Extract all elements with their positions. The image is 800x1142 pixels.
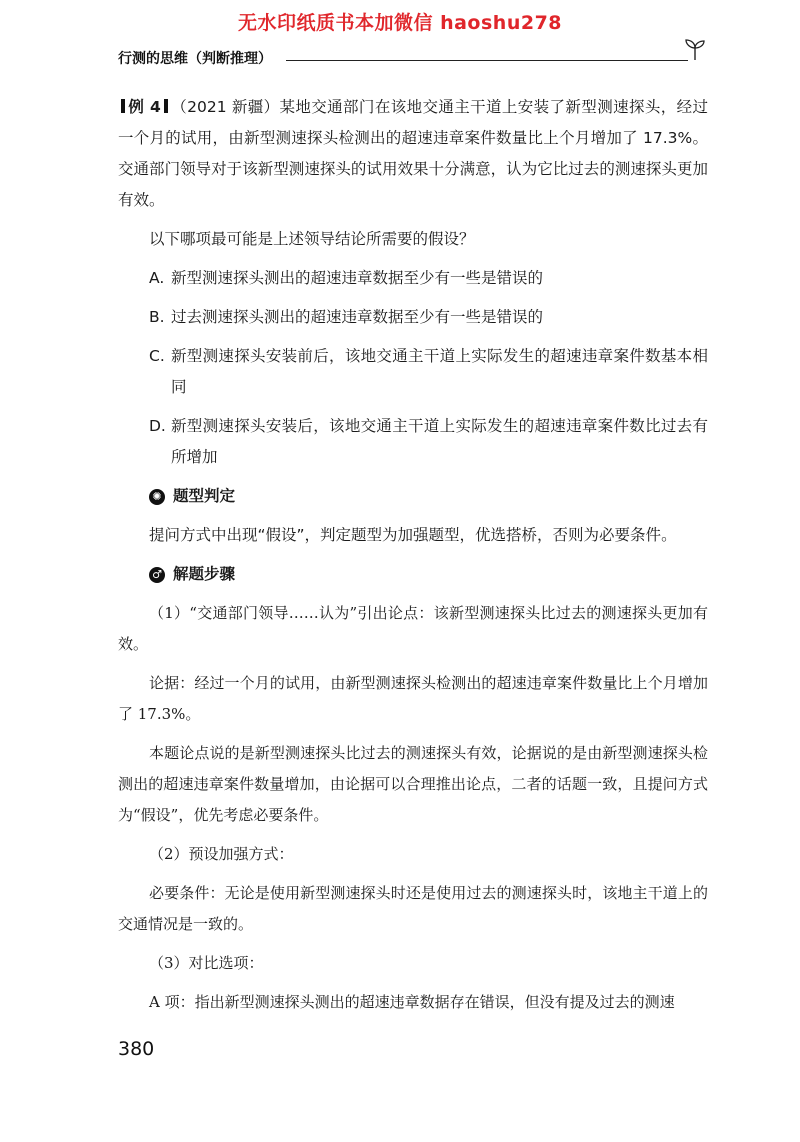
section-steps: [118, 559, 708, 590]
steps-icon: ♂: [149, 567, 165, 583]
step-paragraph: （1）“交通部门领导……认为”引出论点：该新型测速探头比过去的测速探头更加有效。: [118, 604, 708, 653]
step-paragraph: 本题论点说的是新型测速探头比过去的测速探头有效，论据说的是由新型测速探头检测出的超速违章案件数量增加，由论据可以合理推出论点，二者的话题一致，且提问方式为“假设”，优先考虑必要条件。: [118, 744, 708, 824]
option-a: [118, 263, 708, 294]
step-paragraph: A 项：指出新型测速探头测出的超速违章数据存在错误，但没有提及过去的测速: [149, 993, 675, 1011]
option-letter: C.: [149, 347, 165, 365]
option-d: [118, 411, 708, 473]
question-text: 以下哪项最可能是上述领导结论所需要的假设？: [149, 230, 475, 248]
label-bar-right: [164, 99, 168, 113]
page-content: [118, 92, 708, 1026]
option-text: 新型测速探头安装前后，该地交通主干道上实际发生的超速违章案件数基本相同: [171, 347, 708, 396]
type-text: 提问方式中出现“假设”，判定题型为加强题型，优选搭桥，否则为必要条件。: [149, 526, 677, 544]
option-c: [118, 341, 708, 403]
option-text: 过去测速探头测出的超速违章数据至少有一些是错误的: [171, 308, 544, 326]
option-text: 新型测速探头安装后，该地交通主干道上实际发生的超速违章案件数比过去有所增加: [171, 417, 708, 466]
step-paragraph: （3）对比选项：: [149, 954, 264, 972]
example-intro: [118, 92, 708, 216]
example-label: 例 4: [128, 98, 161, 116]
section-title: 解题步骤: [173, 565, 236, 583]
option-b: [118, 302, 708, 333]
watermark-text: 无水印纸质书本加微信 haoshu278: [237, 12, 563, 34]
gear-icon: ✺: [149, 489, 165, 505]
option-text: 新型测速探头测出的超速违章数据至少有一些是错误的: [171, 269, 544, 287]
header-title: 行测的思维（判断推理）: [118, 51, 272, 67]
step-paragraph: （2）预设加强方式：: [149, 845, 294, 863]
label-bar-left: [121, 99, 125, 113]
step-paragraph: 必要条件：无论是使用新型测速探头时还是使用过去的测速探头时，该地主干道上的交通情况是一致的。: [118, 884, 708, 933]
section-type: [118, 481, 708, 512]
option-letter: B.: [149, 308, 165, 326]
header-rule: [286, 60, 688, 61]
page-number: 380: [118, 1038, 155, 1060]
option-letter: D.: [149, 417, 166, 435]
section-title: 题型判定: [173, 487, 236, 505]
option-letter: A.: [149, 269, 165, 287]
step-paragraph: 论据：经过一个月的试用，由新型测速探头检测出的超速违章案件数量比上个月增加了 17.3%。: [118, 674, 708, 723]
sprout-icon: [682, 38, 708, 62]
example-intro-text: （2021 新疆）某地交通部门在该地交通主干道上安装了新型测速探头，经过一个月的试用，由新型测速探头检测出的超速违章案件数量比上个月增加了 17.3%。交通部门领导对于该新型测速探头的试用效果十分满意，认为它比过去的测速探头更加有效。: [118, 98, 708, 209]
running-header: [118, 46, 708, 70]
